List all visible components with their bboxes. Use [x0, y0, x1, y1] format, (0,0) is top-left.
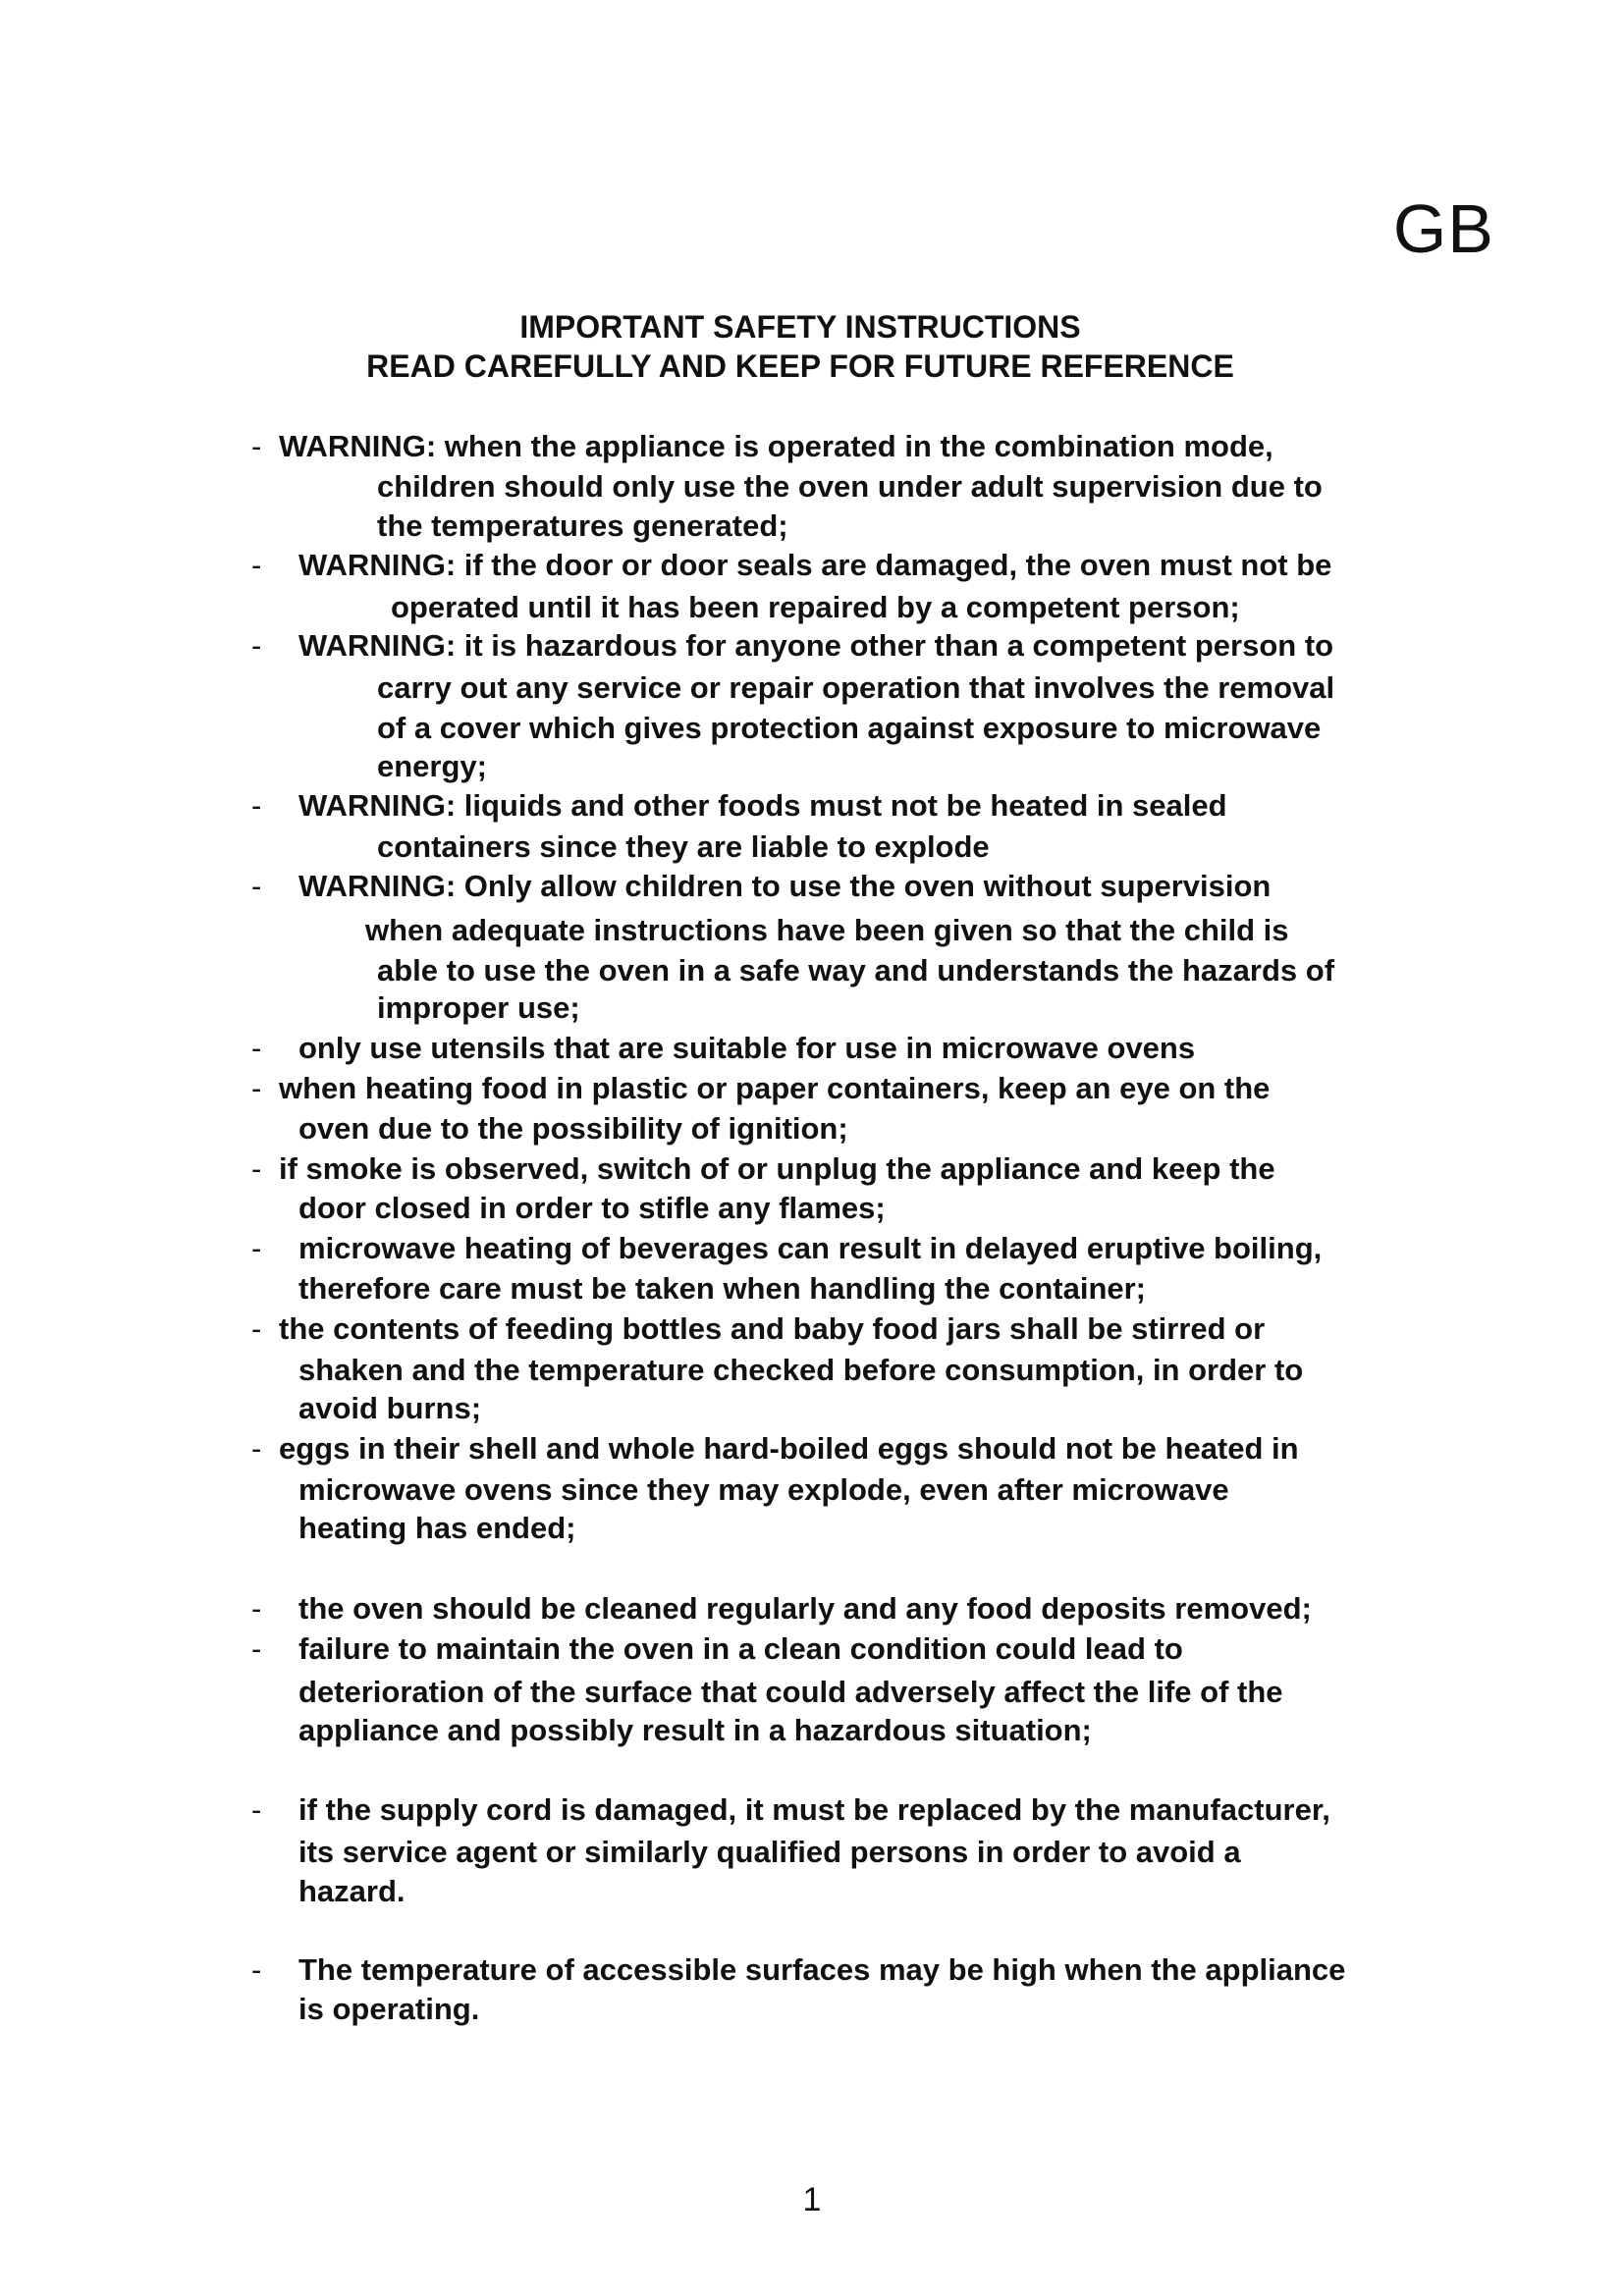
instruction-line: WARNING: Only allow children to use the oven without supervision	[298, 869, 1272, 903]
instruction-line: if smoke is observed, switch of or unplug the appliance and keep the	[279, 1151, 1275, 1186]
instruction-line: failure to maintain the oven in a clean condition could lead to	[298, 1631, 1183, 1666]
instruction-line: is operating.	[298, 1992, 480, 2026]
instruction-line: children should only use the oven under adult supervision due to	[377, 469, 1323, 504]
bullet-dash: -	[251, 628, 262, 663]
instruction-line: operated until it has been repaired by a competent person;	[391, 590, 1240, 624]
instruction-line: deterioration of the surface that could adversely affect the life of the	[298, 1675, 1283, 1709]
instruction-line: microwave ovens since they may explode, even after microwave	[298, 1472, 1229, 1507]
instruction-line: containers since they are liable to explode	[377, 829, 990, 864]
instruction-line: of a cover which gives protection against exposure to microwave	[377, 711, 1322, 745]
instruction-line: eggs in their shell and whole hard-boiled eggs should not be heated in	[279, 1431, 1299, 1466]
bullet-dash: -	[251, 1071, 262, 1105]
instruction-line: WARNING: it is hazardous for anyone other than a competent person to	[298, 628, 1334, 663]
instruction-line: when adequate instructions have been given so that the child is	[365, 913, 1289, 947]
bullet-dash: -	[251, 1311, 262, 1346]
page-subtitle: READ CAREFULLY AND KEEP FOR FUTURE REFERENCE	[366, 348, 1234, 384]
instruction-line: improper use;	[377, 990, 580, 1025]
bullet-dash: -	[251, 429, 262, 463]
instruction-line: the oven should be cleaned regularly and any food deposits removed;	[298, 1591, 1312, 1626]
instruction-line: its service agent or similarly qualified persons in order to avoid a	[298, 1835, 1241, 1869]
bullet-dash: -	[251, 1952, 262, 1987]
bullet-dash: -	[251, 1631, 262, 1666]
language-code: GB	[1392, 190, 1494, 267]
instruction-line: WARNING: if the door or door seals are damaged, the oven must not be	[298, 548, 1332, 582]
instruction-line: the temperatures generated;	[377, 508, 788, 543]
instruction-line: therefore care must be taken when handling the container;	[298, 1271, 1147, 1306]
bullet-dash: -	[251, 548, 262, 582]
bullet-dash: -	[251, 1151, 262, 1186]
instruction-line: hazard.	[298, 1874, 406, 1908]
instruction-line: heating has ended;	[298, 1511, 576, 1545]
instruction-line: when heating food in plastic or paper containers, keep an eye on the	[279, 1071, 1271, 1105]
instruction-line: WARNING: liquids and other foods must not be heated in sealed	[298, 788, 1227, 823]
instruction-line: able to use the oven in a safe way and understands the hazards of	[377, 953, 1335, 988]
page-number: 1	[802, 2181, 822, 2218]
instruction-line: if the supply cord is damaged, it must be replaced by the manufacturer,	[298, 1792, 1330, 1827]
instruction-line: door closed in order to stifle any flames;	[298, 1191, 886, 1225]
bullet-dash: -	[251, 1591, 262, 1626]
instruction-line: only use utensils that are suitable for use in microwave ovens	[298, 1031, 1196, 1065]
page-title: IMPORTANT SAFETY INSTRUCTIONS	[519, 309, 1081, 345]
bullet-dash: -	[251, 1792, 262, 1827]
instruction-line: The temperature of accessible surfaces may be high when the appliance	[298, 1952, 1346, 1987]
instruction-line: the contents of feeding bottles and baby food jars shall be stirred or	[279, 1311, 1266, 1346]
instruction-line: microwave heating of beverages can result in delayed eruptive boiling,	[298, 1231, 1323, 1265]
instruction-line: appliance and possibly result in a hazardous situation;	[298, 1713, 1092, 1747]
instruction-line: oven due to the possibility of ignition;	[298, 1111, 848, 1146]
instruction-line: shaken and the temperature checked before consumption, in order to	[298, 1353, 1304, 1387]
instruction-line: carry out any service or repair operation that involves the removal	[377, 670, 1335, 705]
instruction-line: energy;	[377, 749, 487, 783]
bullet-dash: -	[251, 869, 262, 903]
bullet-dash: -	[251, 1031, 262, 1065]
bullet-dash: -	[251, 1231, 262, 1265]
bullet-dash: -	[251, 1431, 262, 1466]
instruction-line: avoid burns;	[298, 1391, 482, 1425]
instruction-line: WARNING: when the appliance is operated in the combination mode,	[279, 429, 1273, 463]
bullet-dash: -	[251, 788, 262, 823]
